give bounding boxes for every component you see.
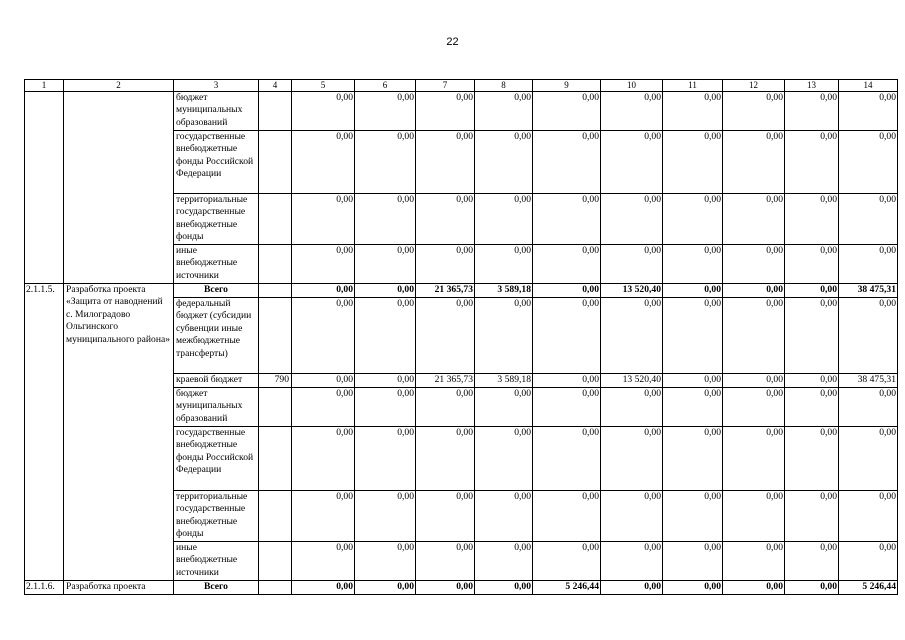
source-cell: Всего [174,284,259,298]
value-cell: 0,00 [723,542,785,581]
value-cell: 0,00 [533,388,601,427]
page-number: 22 [446,36,459,48]
value-cell: 38 475,31 [839,374,898,388]
table-row [25,581,898,595]
header-cell: 5 [292,80,355,92]
value-cell: 0,00 [355,427,416,491]
value-cell: 0,00 [601,131,663,194]
value-cell: 0,00 [723,194,785,245]
col4-cell [259,491,292,542]
col4-cell [259,131,292,194]
value-cell: 0,00 [533,491,601,542]
value-cell: 0,00 [723,298,785,374]
value-cell: 0,00 [839,245,898,284]
value-cell: 0,00 [663,491,723,542]
value-cell: 0,00 [292,131,355,194]
value-cell: 0,00 [723,131,785,194]
value-cell: 3 589,18 [475,284,533,298]
value-cell: 0,00 [839,131,898,194]
value-cell: 0,00 [292,298,355,374]
value-cell: 0,00 [663,298,723,374]
value-cell: 0,00 [475,131,533,194]
source-cell: иные внебюджетные источники [174,245,259,284]
value-cell: 0,00 [601,581,663,595]
source-cell: Всего [174,581,259,595]
value-cell: 0,00 [839,92,898,131]
value-cell: 13 520,40 [601,374,663,388]
value-cell: 0,00 [785,542,839,581]
value-cell: 5 246,44 [839,581,898,595]
value-cell: 0,00 [292,581,355,595]
header-cell: 11 [663,80,723,92]
value-cell: 0,00 [292,427,355,491]
table-header-row [25,80,898,92]
col4-cell [259,581,292,595]
header-cell: 10 [601,80,663,92]
value-cell: 0,00 [723,374,785,388]
header-cell: 6 [355,80,416,92]
value-cell: 0,00 [533,374,601,388]
col4-cell [259,427,292,491]
item-name: Разработка проекта [64,581,174,595]
value-cell: 0,00 [601,245,663,284]
value-cell: 0,00 [355,245,416,284]
col4-cell [259,245,292,284]
value-cell: 0,00 [663,284,723,298]
value-cell: 0,00 [416,131,475,194]
value-cell: 0,00 [416,388,475,427]
budget-table [24,79,898,595]
value-cell: 0,00 [785,491,839,542]
source-cell: бюджет муниципальных образований [174,388,259,427]
value-cell: 0,00 [785,194,839,245]
value-cell: 0,00 [663,427,723,491]
code-cell [25,92,64,284]
value-cell: 0,00 [663,92,723,131]
value-cell: 0,00 [663,245,723,284]
col4-cell [259,92,292,131]
value-cell: 0,00 [785,427,839,491]
source-cell: территориальные государственные внебюджетные фонды [174,194,259,245]
value-cell: 0,00 [475,298,533,374]
col4-cell [259,194,292,245]
value-cell: 0,00 [533,298,601,374]
value-cell: 0,00 [475,388,533,427]
value-cell: 0,00 [663,194,723,245]
value-cell: 0,00 [839,194,898,245]
value-cell: 0,00 [723,245,785,284]
source-cell: территориальные государственные внебюджетные фонды [174,491,259,542]
value-cell: 0,00 [601,427,663,491]
value-cell: 0,00 [475,427,533,491]
value-cell: 0,00 [663,542,723,581]
header-cell: 12 [723,80,785,92]
table-row [25,284,898,298]
value-cell: 0,00 [723,92,785,131]
value-cell: 0,00 [533,245,601,284]
value-cell: 0,00 [601,542,663,581]
value-cell: 0,00 [355,388,416,427]
value-cell: 0,00 [475,92,533,131]
col4-cell [259,284,292,298]
value-cell: 0,00 [663,388,723,427]
value-cell: 0,00 [533,194,601,245]
value-cell: 0,00 [785,581,839,595]
value-cell: 0,00 [292,245,355,284]
value-cell: 0,00 [601,298,663,374]
value-cell: 0,00 [475,542,533,581]
source-cell: бюджет муниципальных образований [174,92,259,131]
value-cell: 0,00 [601,194,663,245]
value-cell: 0,00 [416,542,475,581]
value-cell: 0,00 [785,388,839,427]
value-cell: 0,00 [292,92,355,131]
value-cell: 0,00 [533,542,601,581]
header-cell: 3 [174,80,259,92]
col4-cell [259,298,292,374]
value-cell: 0,00 [355,298,416,374]
value-cell: 0,00 [292,542,355,581]
source-cell: краевой бюджет [174,374,259,388]
value-cell: 0,00 [292,374,355,388]
value-cell: 21 365,73 [416,284,475,298]
value-cell: 0,00 [723,284,785,298]
header-cell: 14 [839,80,898,92]
source-cell: федеральный бюджет (субсидии субвенции иные межбюджетные трансферты) [174,298,259,374]
value-cell: 0,00 [723,388,785,427]
value-cell: 0,00 [475,581,533,595]
value-cell: 3 589,18 [475,374,533,388]
header-cell: 13 [785,80,839,92]
value-cell: 0,00 [533,427,601,491]
value-cell: 0,00 [663,131,723,194]
value-cell: 0,00 [601,491,663,542]
value-cell: 0,00 [355,374,416,388]
value-cell: 0,00 [839,542,898,581]
value-cell: 0,00 [601,388,663,427]
name-cell [64,92,174,284]
value-cell: 0,00 [785,92,839,131]
value-cell: 0,00 [355,542,416,581]
value-cell: 0,00 [416,194,475,245]
value-cell: 0,00 [416,298,475,374]
value-cell: 0,00 [416,491,475,542]
value-cell: 0,00 [475,194,533,245]
header-cell: 1 [25,80,64,92]
header-cell: 7 [416,80,475,92]
value-cell: 0,00 [723,581,785,595]
source-cell: иные внебюджетные источники [174,542,259,581]
value-cell: 0,00 [475,491,533,542]
value-cell: 0,00 [533,284,601,298]
value-cell: 5 246,44 [533,581,601,595]
col4-cell: 790 [259,374,292,388]
value-cell: 0,00 [663,581,723,595]
value-cell: 0,00 [416,581,475,595]
value-cell: 0,00 [723,427,785,491]
source-cell: государственные внебюджетные фонды Российской Федерации [174,427,259,491]
value-cell: 0,00 [355,491,416,542]
value-cell: 0,00 [601,92,663,131]
value-cell: 0,00 [416,427,475,491]
value-cell: 0,00 [355,581,416,595]
table-row [25,92,898,131]
value-cell: 0,00 [292,194,355,245]
value-cell: 0,00 [355,92,416,131]
value-cell: 0,00 [723,491,785,542]
value-cell: 0,00 [416,245,475,284]
col4-cell [259,542,292,581]
source-cell: государственные внебюджетные фонды Российской Федерации [174,131,259,194]
value-cell: 38 475,31 [839,284,898,298]
value-cell: 0,00 [839,388,898,427]
header-cell: 2 [64,80,174,92]
value-cell: 0,00 [355,194,416,245]
value-cell: 0,00 [355,131,416,194]
header-cell: 4 [259,80,292,92]
value-cell: 13 520,40 [601,284,663,298]
item-name: Разработка проекта «Защита от наводнений с. Милоградово Ольгинского муниципального района» [64,284,174,581]
value-cell: 0,00 [785,298,839,374]
item-code: 2.1.1.5. [25,284,64,581]
value-cell: 0,00 [416,92,475,131]
value-cell: 0,00 [785,245,839,284]
value-cell: 0,00 [839,491,898,542]
value-cell: 0,00 [785,131,839,194]
header-cell: 9 [533,80,601,92]
header-cell: 8 [475,80,533,92]
value-cell: 0,00 [533,131,601,194]
value-cell: 0,00 [663,374,723,388]
value-cell: 0,00 [292,388,355,427]
value-cell: 21 365,73 [416,374,475,388]
value-cell: 0,00 [292,491,355,542]
value-cell: 0,00 [785,284,839,298]
value-cell: 0,00 [292,284,355,298]
col4-cell [259,388,292,427]
value-cell: 0,00 [839,298,898,374]
value-cell: 0,00 [785,374,839,388]
item-code: 2.1.1.6. [25,581,64,595]
value-cell: 0,00 [475,245,533,284]
value-cell: 0,00 [355,284,416,298]
value-cell: 0,00 [839,427,898,491]
value-cell: 0,00 [533,92,601,131]
